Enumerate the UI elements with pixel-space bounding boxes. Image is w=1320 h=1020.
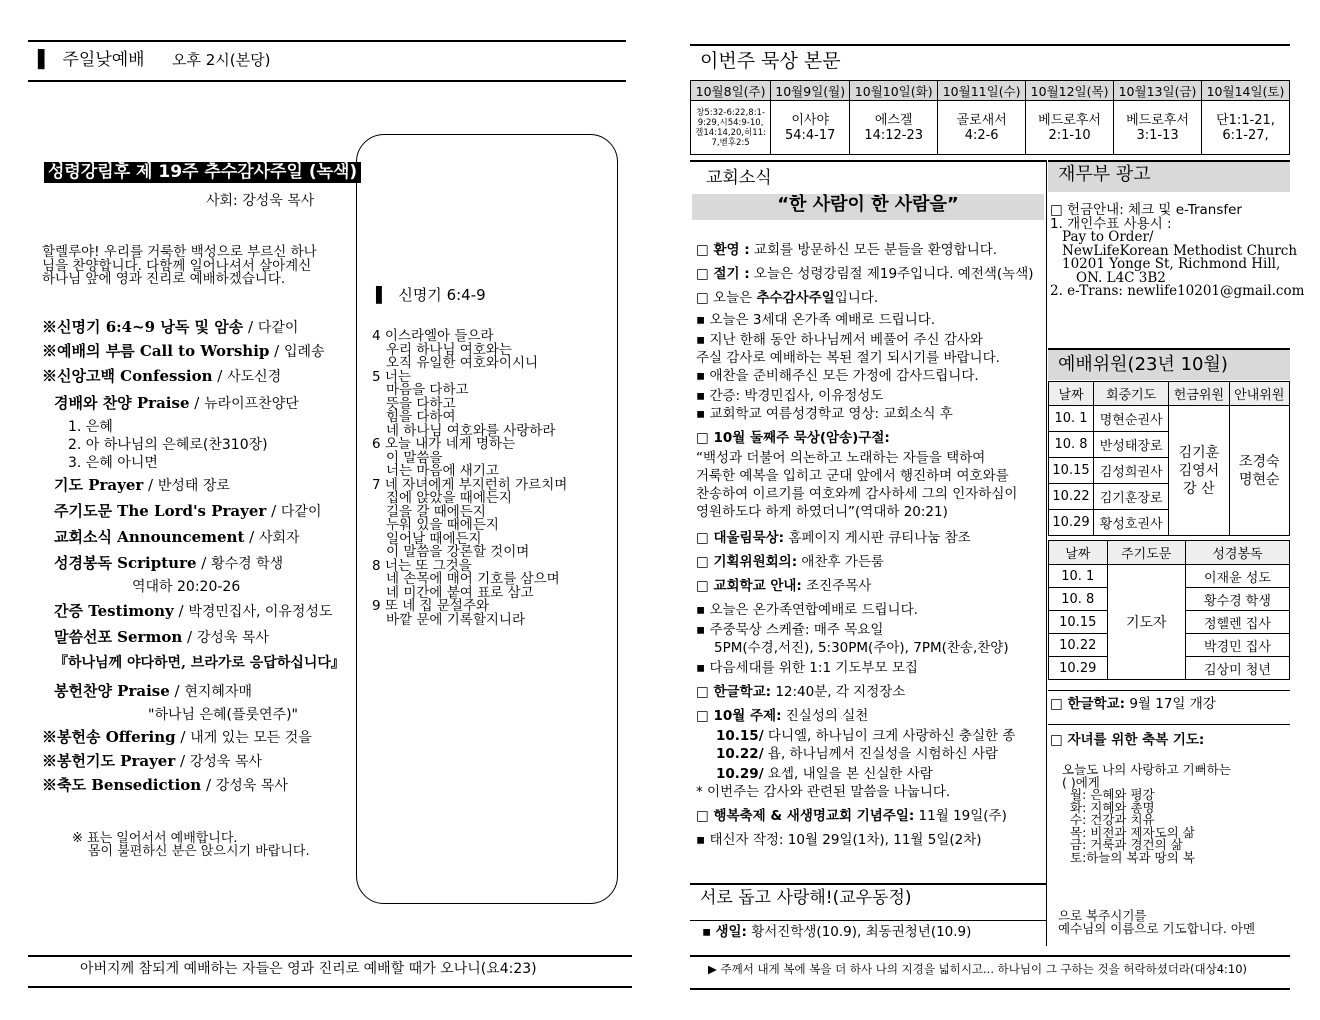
order-item-name: 기도 Prayer xyxy=(54,476,144,494)
meditation-text xyxy=(691,101,771,155)
meditation-text-line: 9:29,시54:9-10, xyxy=(697,117,764,128)
order-item xyxy=(42,726,312,747)
order-item-sep: / xyxy=(175,752,190,770)
order-item-sep: / xyxy=(169,682,185,700)
order-item-sep: / xyxy=(182,628,197,646)
meditation-title: 이번주 묵상 본문 xyxy=(700,50,841,72)
intro-line: 하나님 앞에 영과 진리로 예배하겠습니다. xyxy=(42,271,286,287)
news-item-label: □ 10월 주제: xyxy=(696,708,782,724)
committee-prayer: 황성호권사 xyxy=(1094,510,1169,536)
child-prayer-line: 화: 지혜와 총명 xyxy=(1070,799,1155,815)
scripture-line: 바깥 문에 기록할지니라 xyxy=(386,611,525,628)
news-item xyxy=(696,598,918,618)
child-prayer-line: ( )에게 xyxy=(1062,774,1100,790)
prayer-header: 주기도문 xyxy=(1107,541,1185,565)
scripture-line: 일어날 때에든지 xyxy=(386,530,482,547)
ending-line: 으로 복주시기를 xyxy=(1058,908,1147,923)
order-item-leader: 사도신경 xyxy=(227,369,282,385)
order-item-name: 2. 아 하나님의 은혜로(찬310장) xyxy=(68,437,268,453)
order-item-leader: 강성욱 목사 xyxy=(215,778,288,794)
news-title: 교회소식 xyxy=(706,168,772,188)
news-item-text: ▪ 주중묵상 스케쥴: 매주 목요일 xyxy=(696,622,884,638)
news-item xyxy=(696,656,918,676)
news-item-text: 오늘은 성령강림절 제19주입니다. 예전색(녹색) xyxy=(749,266,1034,282)
scripture-line: 9 또 네 집 문설주와 xyxy=(372,598,490,614)
order-item-leader: 박경민집사, 이유정성도 xyxy=(188,604,333,620)
meditation-text-line: 4:2-6 xyxy=(964,127,999,143)
meditation-text-line: 이사야 xyxy=(791,112,830,128)
committee-prayer: 명현순권사 xyxy=(1094,406,1169,432)
news-item xyxy=(696,364,979,384)
news-item xyxy=(696,500,948,520)
order-item-name: 말씀선포 Sermon xyxy=(54,628,183,646)
news-item-label: □ 한글학교: xyxy=(696,684,772,700)
news-items xyxy=(696,238,1046,858)
news-item xyxy=(696,464,1009,484)
scripture-reader: 황수경 학생 xyxy=(1185,588,1289,611)
support-birthday xyxy=(702,926,971,940)
order-item-name: "하나님 은혜(플룻연주)" xyxy=(148,707,298,723)
committee-header: 날짜 xyxy=(1049,382,1094,406)
news-item-text: 욥, 하나님께서 진실성을 시험하신 사람 xyxy=(763,746,999,762)
right-footer-bottom-rule xyxy=(690,988,1290,990)
service-title: 성령강림후 제 19주 추수감사주일 (녹색) xyxy=(44,162,361,183)
scripture-marker: ▌ xyxy=(376,286,388,304)
order-item xyxy=(54,500,321,521)
order-item-sep: / xyxy=(243,318,258,336)
header-marker: ▌ xyxy=(38,50,52,70)
order-item-sep: / xyxy=(212,367,228,385)
scripture-reader: 박경민 집사 xyxy=(1185,634,1289,657)
finance-line: NewLifeKorean Methodist Church xyxy=(1062,242,1298,259)
birthday-bullet: ▪ xyxy=(702,924,716,940)
scripture-line: 이 말씀을 xyxy=(386,449,443,466)
meditation-text-line: 3:1-13 xyxy=(1136,127,1179,143)
news-item xyxy=(696,780,950,800)
scripture-line: 마음을 다하고 xyxy=(386,382,469,398)
order-item-leader: 사회자 xyxy=(258,530,300,546)
hangul-school xyxy=(1050,698,1216,712)
news-item-label: 10.15/ xyxy=(716,728,764,744)
news-item xyxy=(696,286,878,306)
scripture-reader: 정헬렌 집사 xyxy=(1185,611,1289,634)
news-item-text: ▪ 교회학교 여름성경학교 영상: 교회소식 후 xyxy=(696,406,953,422)
order-item-name: 1. 은혜 xyxy=(68,419,113,435)
meditation-text xyxy=(850,101,938,155)
committee-title: 예배위원(23년 10월) xyxy=(1048,348,1290,380)
meditation-day: 10월14일(토) xyxy=(1201,81,1289,101)
news-item-text: ▪ 오늘은 온가족연합예배로 드립니다. xyxy=(696,602,918,618)
support-rule xyxy=(690,920,1046,921)
order-item-leader: 반성태 장로 xyxy=(157,478,230,494)
prayer-header: 성경봉독 xyxy=(1185,541,1289,565)
order-item-leader: 내게 있는 모든 것을 xyxy=(190,730,312,746)
scripture-line: 누워 있을 때에든지 xyxy=(386,517,499,533)
order-item-leader: 강성욱 목사 xyxy=(196,630,269,646)
child-prayer-lines xyxy=(1062,764,1231,864)
prayer-table xyxy=(1048,540,1290,680)
order-item xyxy=(54,474,230,495)
hangul-label: □ 한글학교: xyxy=(1050,696,1126,712)
order-item-name: 3. 은혜 아니면 xyxy=(68,455,158,471)
meditation-text-line: 베드로후서 xyxy=(1126,112,1189,128)
news-item-text: 애찬후 가든룸 xyxy=(797,554,884,570)
news-item-text: 다니엘, 하나님이 크게 사랑하신 충실한 종 xyxy=(763,728,1016,744)
order-item xyxy=(68,416,113,436)
scripture-reader: 김상미 청년 xyxy=(1185,657,1289,680)
news-item-text: 진실성의 실천 xyxy=(781,708,869,724)
news-item-text: 홈페이지 게시판 큐티나눔 참조 xyxy=(784,530,971,546)
scripture-title: 신명기 6:4-9 xyxy=(398,286,486,304)
news-item xyxy=(696,482,1017,502)
news-item-label: □ 기획위원회의: xyxy=(696,554,798,570)
right-footer-top-rule xyxy=(690,955,1290,957)
scripture-line: 이 말씀을 강론할 것이며 xyxy=(386,544,530,560)
intro-line: 할렐루야! 우리를 거룩한 백성으로 부르신 하나 xyxy=(42,244,317,260)
hangul-rule xyxy=(1048,690,1290,691)
order-item-name: 간증 Testimony xyxy=(54,602,174,620)
standing-note xyxy=(72,832,310,858)
news-item xyxy=(696,402,953,422)
child-prayer-line: 오늘도 나의 사랑하고 기뻐하는 xyxy=(1062,762,1231,777)
left-top-rule xyxy=(28,40,626,42)
committee-guide xyxy=(1229,406,1289,536)
order-item-name: 역대하 20:20-26 xyxy=(132,579,241,595)
order-item xyxy=(54,552,283,573)
meditation-text-line: 14:12-23 xyxy=(864,127,924,143)
order-item xyxy=(54,526,300,547)
order-item-name: ※봉헌기도 Prayer xyxy=(42,752,176,770)
committee-offering xyxy=(1169,406,1229,536)
left-footer-bottom-rule xyxy=(28,986,632,988)
order-of-worship xyxy=(42,316,372,796)
prayer-section-rule xyxy=(1048,724,1290,725)
meditation-text xyxy=(1201,101,1289,155)
child-prayer-ending xyxy=(1058,910,1255,935)
meditation-day: 10월11일(수) xyxy=(938,81,1026,101)
order-item-leader: 현지혜자매 xyxy=(184,684,252,700)
order-item-name: 『하나님께 야다하면, 브라가로 응답하십니다』 xyxy=(54,655,345,671)
hangul-text: 9월 17일 개강 xyxy=(1125,696,1216,712)
news-item-text: 영원하도다 하게 하였더니”(역대하 20:21) xyxy=(696,504,948,520)
scripture-line: 네 미간에 붙여 표로 삼고 xyxy=(386,584,534,601)
news-item xyxy=(696,426,890,446)
worship-header xyxy=(38,52,270,69)
lords-prayer-cell: 기도자 xyxy=(1107,565,1185,680)
news-item xyxy=(696,238,997,258)
news-item-text: 조진주목사 xyxy=(801,578,872,594)
prayer-date: 10.29 xyxy=(1049,657,1108,680)
support-title: 서로 돕고 사랑해!(교우동정) xyxy=(700,888,912,908)
news-item-text: “백성과 더불어 의논하고 노래하는 자들을 택하여 xyxy=(696,450,986,466)
finance-line: 1. 개인수표 사용시 : xyxy=(1050,215,1172,232)
news-item xyxy=(696,680,905,700)
news-item-text: ▪ 다음세대를 위한 1:1 기도부모 모집 xyxy=(696,660,918,676)
order-item-name: 성경봉독 Scripture xyxy=(54,554,197,572)
news-item xyxy=(696,262,1034,282)
meditation-text-line: 베드로후서 xyxy=(1038,112,1101,128)
meditation-text-line: 6:1-27, xyxy=(1222,127,1269,143)
child-prayer-line: 토:하늘의 복과 땅의 복 xyxy=(1070,849,1195,865)
news-item-label: □ 환영 : xyxy=(696,242,750,258)
order-item xyxy=(54,626,269,647)
support-top-rule xyxy=(690,883,1046,885)
meditation-text-line: 7,벧후2:5 xyxy=(711,137,750,148)
offering-names: 김기훈 김영서 강 산 xyxy=(1178,444,1220,497)
order-item xyxy=(68,452,158,472)
order-item-sep: / xyxy=(143,476,158,494)
scripture-line: 힘을 다하여 xyxy=(386,409,456,425)
news-item-text: 거룩한 예복을 입히고 군대 앞에서 행진하며 여호와를 xyxy=(696,468,1009,484)
prayer-header: 날짜 xyxy=(1049,541,1108,565)
prayer-date: 10. 8 xyxy=(1049,588,1108,611)
order-item-leader: 다같이 xyxy=(280,504,322,520)
news-item-text: 요셉, 내일을 본 신실한 사람 xyxy=(763,766,933,782)
meditation-text-line: 골로새서 xyxy=(956,112,1007,128)
order-item xyxy=(42,316,298,337)
scripture-text xyxy=(372,330,567,627)
birthday-text: 황서진학생(10.9), 최동권청년(10.9) xyxy=(746,924,972,940)
meditation-text-line: 창5:32-6:22,8:1- xyxy=(696,107,766,118)
finance-line: 2. e-Trans: newlife10201@gmail.com xyxy=(1050,283,1305,299)
child-prayer-line: 목: 비전과 제자도의 삶 xyxy=(1070,824,1195,840)
order-item xyxy=(148,704,298,724)
child-prayer-line: 월: 은혜와 평강 xyxy=(1070,787,1155,802)
news-item xyxy=(696,550,884,570)
meditation-text-line: 겔14:14,20,히11: xyxy=(695,127,766,138)
news-item-text: 5PM(수경,서진), 5:30PM(주아), 7PM(찬송,찬양) xyxy=(714,640,1009,656)
order-item xyxy=(54,652,345,672)
news-item-text: □ 오늘은 xyxy=(696,290,757,306)
birthday-label: 생일: xyxy=(715,924,747,940)
order-item xyxy=(68,434,268,454)
news-item-label: □ 10월 둘째주 묵상(암송)구절: xyxy=(696,430,890,446)
finance-line: Pay to Order/ xyxy=(1062,229,1154,245)
order-item xyxy=(54,680,252,701)
meditation-text xyxy=(771,101,850,155)
meditation-text xyxy=(938,101,1026,155)
order-item-leader: 강성욱 목사 xyxy=(189,754,262,770)
news-item xyxy=(714,636,1009,656)
meditation-text-line: 2:1-10 xyxy=(1048,127,1091,143)
committee-table xyxy=(1048,381,1290,536)
news-item xyxy=(696,446,985,466)
left-header-rule xyxy=(28,80,626,82)
order-item xyxy=(54,600,333,621)
news-banner: “한 사람이 한 사람을” xyxy=(692,194,1044,220)
news-item-label: □ 대울림묵상: xyxy=(696,530,785,546)
news-item-text: ▪ 태신자 작정: 10월 29일(1차), 11월 5일(2차) xyxy=(696,832,982,848)
child-prayer-line: 금: 거룩과 경건의 삶 xyxy=(1070,837,1183,852)
order-item-name: 주기도문 The Lord's Prayer xyxy=(54,502,267,520)
news-item-label: □ 절기 : xyxy=(696,266,750,282)
news-item-text: 주실 감사로 예배하는 복된 절기 되시기를 바랍니다. xyxy=(696,350,1000,366)
prayer-date: 10.22 xyxy=(1049,634,1108,657)
order-item-sep: / xyxy=(189,394,205,412)
news-item xyxy=(696,704,868,724)
scripture-line: 길을 갈 때에든지 xyxy=(386,503,486,520)
scripture-line: 5 너는 xyxy=(372,368,411,385)
meditation-day: 10월12일(목) xyxy=(1026,81,1114,101)
order-item-sep: / xyxy=(266,502,281,520)
child-prayer-title: □ 자녀를 위한 축복 기도: xyxy=(1050,732,1205,748)
meditation-text-line: 에스겔 xyxy=(874,112,913,128)
intro-line: 님을 찬양합니다. 다함께 일어나셔서 살아계신 xyxy=(42,257,312,274)
order-item-sep: / xyxy=(244,528,259,546)
committee-date: 10. 1 xyxy=(1049,406,1094,432)
order-item-name: 교회소식 Announcement xyxy=(54,528,245,546)
order-item-name: 경배와 찬양 Praise xyxy=(54,394,190,412)
right-column-divider xyxy=(1046,160,1047,946)
committee-prayer: 김성희권사 xyxy=(1094,458,1169,484)
order-item xyxy=(132,576,240,596)
order-item-sep: / xyxy=(196,554,212,572)
note-line: 몸이 불편하신 분은 앉으시기 바랍니다. xyxy=(88,844,310,859)
order-item xyxy=(42,774,288,795)
news-item-text: ▪ 애찬을 준비해주신 모든 가정에 감사드립니다. xyxy=(696,368,979,384)
news-item xyxy=(696,618,883,638)
worship-time: 오후 2시(본당) xyxy=(172,51,271,69)
order-item xyxy=(54,392,299,413)
worship-title: 주일낮예배 xyxy=(62,50,145,70)
child-prayer-line: 수: 건강과 치유 xyxy=(1070,812,1155,827)
finance-info xyxy=(1050,204,1304,299)
scripture-line: 뜻을 다하고 xyxy=(386,395,456,412)
order-item-name: ※축도 Bensediction xyxy=(42,776,202,794)
committee-date: 10.29 xyxy=(1049,510,1094,536)
order-item xyxy=(42,365,281,386)
scripture-reader: 이재윤 성도 xyxy=(1185,565,1289,588)
guide-names: 조경숙 명현순 xyxy=(1239,453,1280,488)
finance-line: □ 헌금안내: 체크 및 e-Transfer xyxy=(1050,202,1242,218)
order-item-name: 봉헌찬양 Praise xyxy=(54,682,170,700)
news-item xyxy=(716,742,998,762)
meditation-text-line: 단1:1-21, xyxy=(1216,112,1275,128)
meditation-day: 10월10일(화) xyxy=(850,81,938,101)
order-item-leader: 황수경 학생 xyxy=(211,556,284,572)
news-item xyxy=(696,308,935,328)
committee-prayer: 반성태장로 xyxy=(1094,432,1169,458)
ending-line: 예수님의 이름으로 기도합니다. 아멘 xyxy=(1058,920,1256,936)
committee-header: 회중기도 xyxy=(1094,382,1169,406)
prayer-date: 10.15 xyxy=(1049,611,1108,634)
news-item-text: 12:40분, 각 지정장소 xyxy=(771,684,906,700)
order-item-name: ※예배의 부름 Call to Worship xyxy=(42,342,270,360)
scripture-line: 7 네 자녀에게 부지런히 가르치며 xyxy=(372,476,568,493)
news-item-label: 10.22/ xyxy=(716,746,764,762)
news-item-text: ▪ 간증: 박경민집사, 이유정성도 xyxy=(696,388,884,404)
committee-date: 10.15 xyxy=(1049,458,1094,484)
scripture-line: 집에 앉았을 때에든지 xyxy=(386,490,512,506)
left-footer-verse: 아버지께 참되게 예배하는 자들은 영과 진리로 예배할 때가 오나니(요4:23) xyxy=(80,961,537,977)
news-item-text: ▪ 오늘은 3세대 온가족 예배로 드립니다. xyxy=(696,312,936,328)
scripture-line: 8 너는 또 그것을 xyxy=(372,557,472,574)
news-item xyxy=(696,384,883,404)
order-item-leader: 뉴라이프찬양단 xyxy=(204,396,299,412)
order-item-name: ※신명기 6:4~9 낭독 및 암송 xyxy=(42,318,244,336)
service-intro xyxy=(42,246,317,287)
news-item xyxy=(696,828,982,848)
left-footer-top-rule xyxy=(28,955,632,957)
scripture-line: 네 손목에 매어 기호를 삼으며 xyxy=(386,571,560,587)
service-host: 사회: 강성욱 목사 xyxy=(206,193,315,209)
prayer-date: 10. 1 xyxy=(1049,565,1108,588)
news-top-rule xyxy=(690,160,1046,162)
finance-title: 재무부 광고 xyxy=(1048,162,1290,192)
order-item-sep: / xyxy=(173,602,189,620)
news-item-emphasis: 추수감사주일 xyxy=(756,290,835,306)
scripture-line: 오직 유일한 여호와이시니 xyxy=(386,355,539,371)
news-item xyxy=(716,762,933,782)
news-item xyxy=(696,346,1000,366)
meditation-table xyxy=(690,80,1290,155)
scripture-line: 4 이스라엘아 들으라 xyxy=(372,328,494,344)
order-item-leader: 다같이 xyxy=(257,320,299,336)
order-item xyxy=(42,340,325,361)
news-item-text: ▪ 지난 한해 동안 하나님께서 베풀어 주신 감사와 xyxy=(696,332,983,348)
scripture-line: 6 오늘 내가 네게 명하는 xyxy=(372,436,516,452)
meditation-text xyxy=(1026,101,1114,155)
committee-date: 10. 8 xyxy=(1049,432,1094,458)
news-item-text: 입니다. xyxy=(834,290,879,306)
news-item xyxy=(696,526,971,546)
news-item xyxy=(716,724,1015,744)
meditation-day: 10월13일(금) xyxy=(1114,81,1202,101)
committee-header: 안내위원 xyxy=(1229,382,1289,406)
order-item-leader: 입례송 xyxy=(284,344,325,360)
meditation-day: 10월9일(월) xyxy=(771,81,850,101)
meditation-text-line: 54:4-17 xyxy=(784,127,836,143)
note-line: ※ 표는 일어서서 예배합니다. xyxy=(72,831,238,846)
news-item-label: □ 교회학교 안내: xyxy=(696,578,802,594)
right-top-rule xyxy=(690,44,1290,46)
news-item xyxy=(696,328,983,348)
order-item-name: ※봉헌송 Offering xyxy=(42,728,176,746)
finance-line: ON. L4C 3B2 xyxy=(1076,269,1166,286)
committee-date: 10.22 xyxy=(1049,484,1094,510)
news-item-label: 10.29/ xyxy=(716,766,764,782)
order-item-name: ※신앙고백 Confession xyxy=(42,367,213,385)
news-item-text: 11월 19일(주) xyxy=(914,808,1007,824)
news-item-text: * 이번주는 감사와 관련된 말씀을 나눕니다. xyxy=(696,784,951,800)
news-item xyxy=(696,804,1007,824)
order-item xyxy=(42,750,262,771)
order-item-sep: / xyxy=(269,342,284,360)
order-item-sep: / xyxy=(201,776,216,794)
news-item xyxy=(696,574,871,594)
meditation-text xyxy=(1114,101,1202,155)
order-item-sep: / xyxy=(175,728,191,746)
news-item-label: □ 행복축제 & 새생명교회 기념주일: xyxy=(696,808,915,824)
committee-prayer: 김기훈장로 xyxy=(1094,484,1169,510)
news-item-text: 찬송하여 이르기를 여호와께 감사하세 그의 인자하심이 xyxy=(696,486,1018,502)
finance-line: 10201 Yonge St, Richmond Hill, xyxy=(1062,256,1281,272)
scripture-line: 네 하나님 여호와를 사랑하라 xyxy=(386,422,556,439)
scripture-line: 우리 하나님 여호와는 xyxy=(386,341,512,358)
meditation-day: 10월8일(주) xyxy=(691,81,771,101)
right-footer-verse: ▶ 주께서 내게 복에 복을 더 하사 나의 지경을 넓히시고... 하나님이 그 구하는 것을 허락하셨더라(대상4:10) xyxy=(708,962,1248,976)
scripture-line: 너는 마음에 새기고 xyxy=(386,463,499,479)
committee-header: 헌금위원 xyxy=(1169,382,1229,406)
news-item-text: 교회를 방문하신 모든 분들을 환영합니다. xyxy=(749,242,998,258)
scripture-box-header xyxy=(376,288,486,303)
